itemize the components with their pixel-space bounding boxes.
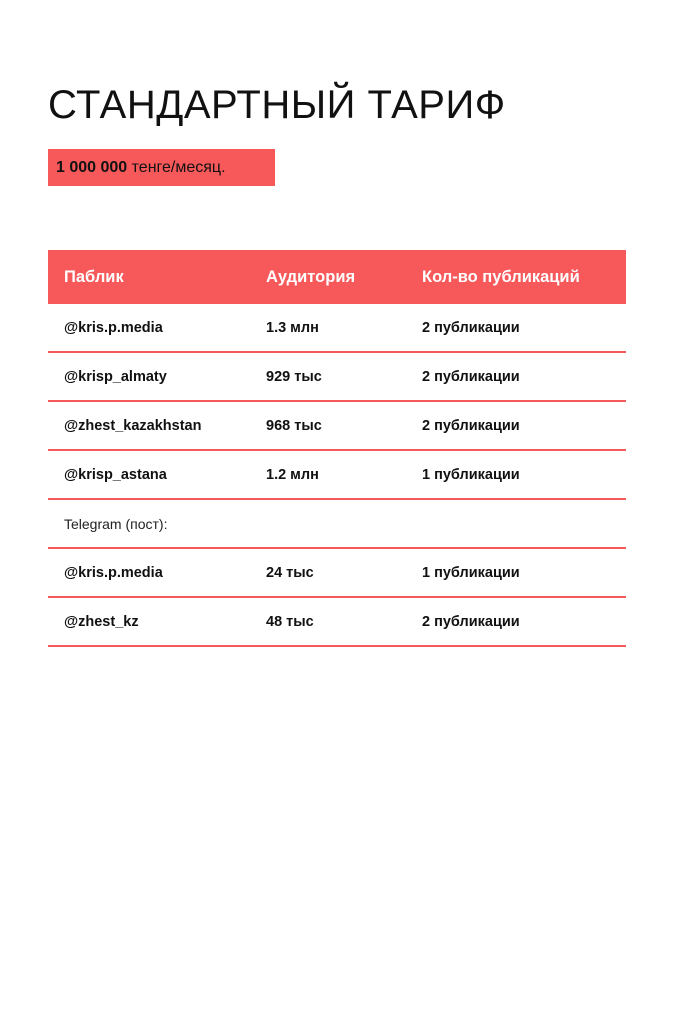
audience-size: 968 тыс	[266, 417, 322, 434]
price-amount: 1 000 000	[56, 159, 128, 176]
header-audience: Аудитория	[266, 267, 356, 286]
publication-count: 2 публикации	[422, 319, 520, 336]
header-public: Паблик	[64, 267, 124, 286]
table-row	[48, 451, 626, 500]
telegram-section-label: Telegram (пост):	[64, 515, 168, 532]
audience-size: 929 тыс	[266, 368, 322, 385]
audience-size: 1.2 млн	[266, 466, 319, 483]
audience-size: 1.3 млн	[266, 319, 319, 336]
table-row	[48, 304, 626, 353]
price-unit: тенге/месяц.	[131, 159, 226, 176]
header-count: Кол-во публикаций	[422, 267, 580, 286]
publication-count: 2 публикации	[422, 613, 520, 630]
audience-size: 48 тыс	[266, 613, 314, 630]
page-title: СТАНДАРТНЫЙ ТАРИФ	[48, 83, 506, 127]
table-row	[48, 598, 626, 647]
telegram-section-row	[48, 500, 626, 549]
audience-size: 24 тыс	[266, 564, 314, 581]
publication-count: 2 публикации	[422, 417, 520, 434]
public-name: @krisp_almaty	[64, 368, 167, 385]
public-name: @kris.p.media	[64, 319, 163, 336]
table-row	[48, 549, 626, 598]
price-badge	[48, 149, 275, 186]
public-name: @zhest_kazakhstan	[64, 417, 202, 434]
table-row	[48, 402, 626, 451]
public-name: @kris.p.media	[64, 564, 163, 581]
table-row	[48, 353, 626, 402]
publication-count: 1 публикации	[422, 466, 520, 483]
public-name: @zhest_kz	[64, 613, 139, 630]
table-header	[48, 250, 626, 304]
public-name: @krisp_astana	[64, 466, 167, 483]
publication-count: 2 публикации	[422, 368, 520, 385]
publication-count: 1 публикации	[422, 564, 520, 581]
tariff-table	[48, 250, 626, 647]
